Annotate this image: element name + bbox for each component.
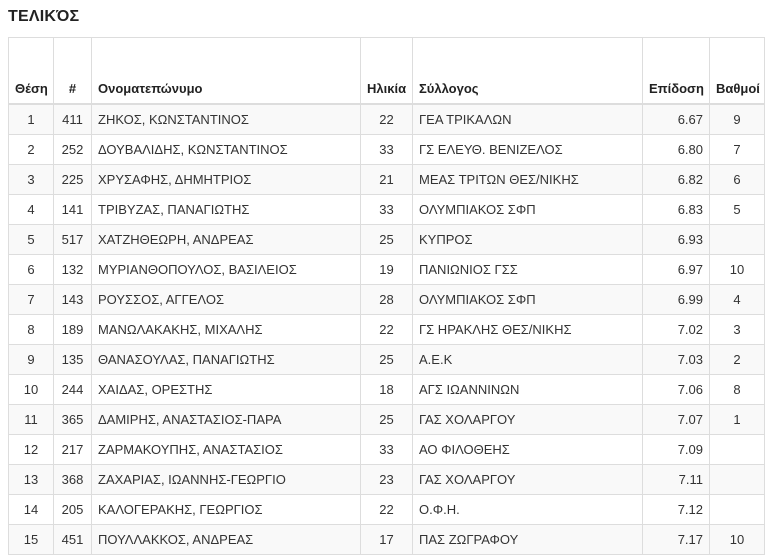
- cell-club: ΓΑΣ ΧΟΛΑΡΓΟΥ: [413, 465, 643, 495]
- cell-performance: 6.82: [643, 165, 710, 195]
- results-body: [9, 104, 765, 555]
- cell-age: 21: [361, 165, 413, 195]
- cell-position: 11: [9, 405, 54, 435]
- cell-position: 14: [9, 495, 54, 525]
- cell-performance: 6.80: [643, 135, 710, 165]
- table-row: [9, 405, 765, 435]
- table-row: [9, 375, 765, 405]
- cell-number: 143: [54, 285, 92, 315]
- cell-name: ΜΥΡΙΑΝΘΟΠΟΥΛΟΣ, ΒΑΣΙΛΕΙΟΣ: [92, 255, 361, 285]
- table-row: [9, 255, 765, 285]
- cell-performance: 7.09: [643, 435, 710, 465]
- column-header-name[interactable]: Ονοματεπώνυμο: [92, 38, 361, 105]
- cell-name: ΔΟΥΒΑΛΙΔΗΣ, ΚΩΝΣΤΑΝΤΙΝΟΣ: [92, 135, 361, 165]
- cell-points: 1: [710, 405, 765, 435]
- cell-age: 22: [361, 104, 413, 135]
- cell-position: 10: [9, 375, 54, 405]
- cell-club: ΑΟ ΦΙΛΟΘΕΗΣ: [413, 435, 643, 465]
- column-header-points[interactable]: Βαθμοί: [710, 38, 765, 105]
- cell-name: ΜΑΝΩΛΑΚΑΚΗΣ, ΜΙΧΑΛΗΣ: [92, 315, 361, 345]
- cell-position: 2: [9, 135, 54, 165]
- column-header-club[interactable]: Σύλλογος: [413, 38, 643, 105]
- cell-age: 28: [361, 285, 413, 315]
- cell-points: 8: [710, 375, 765, 405]
- cell-number: 451: [54, 525, 92, 555]
- cell-number: 365: [54, 405, 92, 435]
- cell-performance: 7.02: [643, 315, 710, 345]
- cell-performance: 7.03: [643, 345, 710, 375]
- cell-position: 5: [9, 225, 54, 255]
- table-row: [9, 525, 765, 555]
- cell-position: 6: [9, 255, 54, 285]
- cell-points: 3: [710, 315, 765, 345]
- cell-club: Ο.Φ.Η.: [413, 495, 643, 525]
- cell-name: ΤΡΙΒΥΖΑΣ, ΠΑΝΑΓΙΩΤΗΣ: [92, 195, 361, 225]
- cell-club: ΑΓΣ ΙΩΑΝΝΙΝΩΝ: [413, 375, 643, 405]
- table-row: [9, 104, 765, 135]
- cell-points: 6: [710, 165, 765, 195]
- cell-number: 411: [54, 104, 92, 135]
- table-row: [9, 465, 765, 495]
- cell-name: ΖΑΧΑΡΙΑΣ, ΙΩΑΝΝΗΣ-ΓΕΩΡΓΙΟ: [92, 465, 361, 495]
- cell-position: 12: [9, 435, 54, 465]
- table-row: [9, 285, 765, 315]
- cell-number: 517: [54, 225, 92, 255]
- cell-number: 368: [54, 465, 92, 495]
- cell-name: ΧΑΙΔΑΣ, ΟΡΕΣΤΗΣ: [92, 375, 361, 405]
- cell-club: ΠΑΝΙΩΝΙΟΣ ΓΣΣ: [413, 255, 643, 285]
- table-row: [9, 495, 765, 525]
- cell-position: 15: [9, 525, 54, 555]
- column-header-age[interactable]: Ηλικία: [361, 38, 413, 105]
- cell-number: 225: [54, 165, 92, 195]
- cell-age: 19: [361, 255, 413, 285]
- cell-age: 22: [361, 315, 413, 345]
- cell-number: 205: [54, 495, 92, 525]
- cell-age: 23: [361, 465, 413, 495]
- cell-name: ΘΑΝΑΣΟΥΛΑΣ, ΠΑΝΑΓΙΩΤΗΣ: [92, 345, 361, 375]
- cell-club: ΟΛΥΜΠΙΑΚΟΣ ΣΦΠ: [413, 195, 643, 225]
- cell-position: 8: [9, 315, 54, 345]
- cell-points: 10: [710, 525, 765, 555]
- cell-age: 25: [361, 345, 413, 375]
- cell-name: ΖΑΡΜΑΚΟΥΠΗΣ, ΑΝΑΣΤΑΣΙΟΣ: [92, 435, 361, 465]
- cell-age: 33: [361, 195, 413, 225]
- cell-position: 7: [9, 285, 54, 315]
- cell-number: 217: [54, 435, 92, 465]
- cell-club: ΓΕΑ ΤΡΙΚΑΛΩΝ: [413, 104, 643, 135]
- cell-number: 252: [54, 135, 92, 165]
- cell-performance: 7.11: [643, 465, 710, 495]
- cell-age: 17: [361, 525, 413, 555]
- cell-club: ΟΛΥΜΠΙΑΚΟΣ ΣΦΠ: [413, 285, 643, 315]
- cell-number: 189: [54, 315, 92, 345]
- cell-points: [710, 225, 765, 255]
- table-row: [9, 135, 765, 165]
- cell-points: [710, 435, 765, 465]
- table-row: [9, 345, 765, 375]
- cell-number: 132: [54, 255, 92, 285]
- cell-points: 10: [710, 255, 765, 285]
- cell-club: Α.Ε.Κ: [413, 345, 643, 375]
- cell-position: 1: [9, 104, 54, 135]
- cell-club: ΚΥΠΡΟΣ: [413, 225, 643, 255]
- cell-performance: 7.12: [643, 495, 710, 525]
- column-header-position[interactable]: Θέση: [9, 38, 54, 105]
- column-header-number[interactable]: #: [54, 38, 92, 105]
- cell-club: ΠΑΣ ΖΩΓΡΑΦΟΥ: [413, 525, 643, 555]
- cell-performance: 6.97: [643, 255, 710, 285]
- table-row: [9, 195, 765, 225]
- header-row: [9, 38, 765, 105]
- cell-performance: 6.93: [643, 225, 710, 255]
- table-row: [9, 225, 765, 255]
- cell-performance: 6.99: [643, 285, 710, 315]
- cell-club: ΜΕΑΣ ΤΡΙΤΩΝ ΘΕΣ/ΝΙΚΗΣ: [413, 165, 643, 195]
- cell-name: ΠΟΥΛΛΑΚΚΟΣ, ΑΝΔΡΕΑΣ: [92, 525, 361, 555]
- cell-performance: 7.07: [643, 405, 710, 435]
- cell-points: 7: [710, 135, 765, 165]
- cell-position: 13: [9, 465, 54, 495]
- cell-performance: 7.17: [643, 525, 710, 555]
- table-row: [9, 315, 765, 345]
- cell-age: 33: [361, 435, 413, 465]
- page-title: ΤΕΛΙΚΌΣ: [8, 8, 80, 25]
- cell-name: ΧΡΥΣΑΦΗΣ, ΔΗΜΗΤΡΙΟΣ: [92, 165, 361, 195]
- cell-points: 5: [710, 195, 765, 225]
- cell-age: 33: [361, 135, 413, 165]
- cell-position: 3: [9, 165, 54, 195]
- cell-age: 25: [361, 225, 413, 255]
- cell-name: ΡΟΥΣΣΟΣ, ΑΓΓΕΛΟΣ: [92, 285, 361, 315]
- cell-position: 9: [9, 345, 54, 375]
- cell-number: 141: [54, 195, 92, 225]
- cell-performance: 6.67: [643, 104, 710, 135]
- cell-number: 244: [54, 375, 92, 405]
- cell-name: ΔΑΜΙΡΗΣ, ΑΝΑΣΤΑΣΙΟΣ-ΠΑΡΑ: [92, 405, 361, 435]
- cell-name: ΧΑΤΖΗΘΕΩΡΗ, ΑΝΔΡΕΑΣ: [92, 225, 361, 255]
- table-row: [9, 165, 765, 195]
- cell-name: ΖΗΚΟΣ, ΚΩΝΣΤΑΝΤΙΝΟΣ: [92, 104, 361, 135]
- table-row: [9, 435, 765, 465]
- cell-club: ΓΣ ΕΛΕΥΘ. ΒΕΝΙΖΕΛΟΣ: [413, 135, 643, 165]
- cell-position: 4: [9, 195, 54, 225]
- cell-points: 9: [710, 104, 765, 135]
- cell-performance: 6.83: [643, 195, 710, 225]
- cell-name: ΚΑΛΟΓΕΡΑΚΗΣ, ΓΕΩΡΓΙΟΣ: [92, 495, 361, 525]
- cell-performance: 7.06: [643, 375, 710, 405]
- cell-number: 135: [54, 345, 92, 375]
- cell-points: [710, 495, 765, 525]
- cell-club: ΓΣ ΗΡΑΚΛΗΣ ΘΕΣ/ΝΙΚΗΣ: [413, 315, 643, 345]
- cell-age: 25: [361, 405, 413, 435]
- cell-points: [710, 465, 765, 495]
- cell-club: ΓΑΣ ΧΟΛΑΡΓΟΥ: [413, 405, 643, 435]
- cell-age: 22: [361, 495, 413, 525]
- column-header-performance[interactable]: Επίδοση: [643, 38, 710, 105]
- cell-age: 18: [361, 375, 413, 405]
- cell-points: 4: [710, 285, 765, 315]
- cell-points: 2: [710, 345, 765, 375]
- results-table: [8, 37, 765, 555]
